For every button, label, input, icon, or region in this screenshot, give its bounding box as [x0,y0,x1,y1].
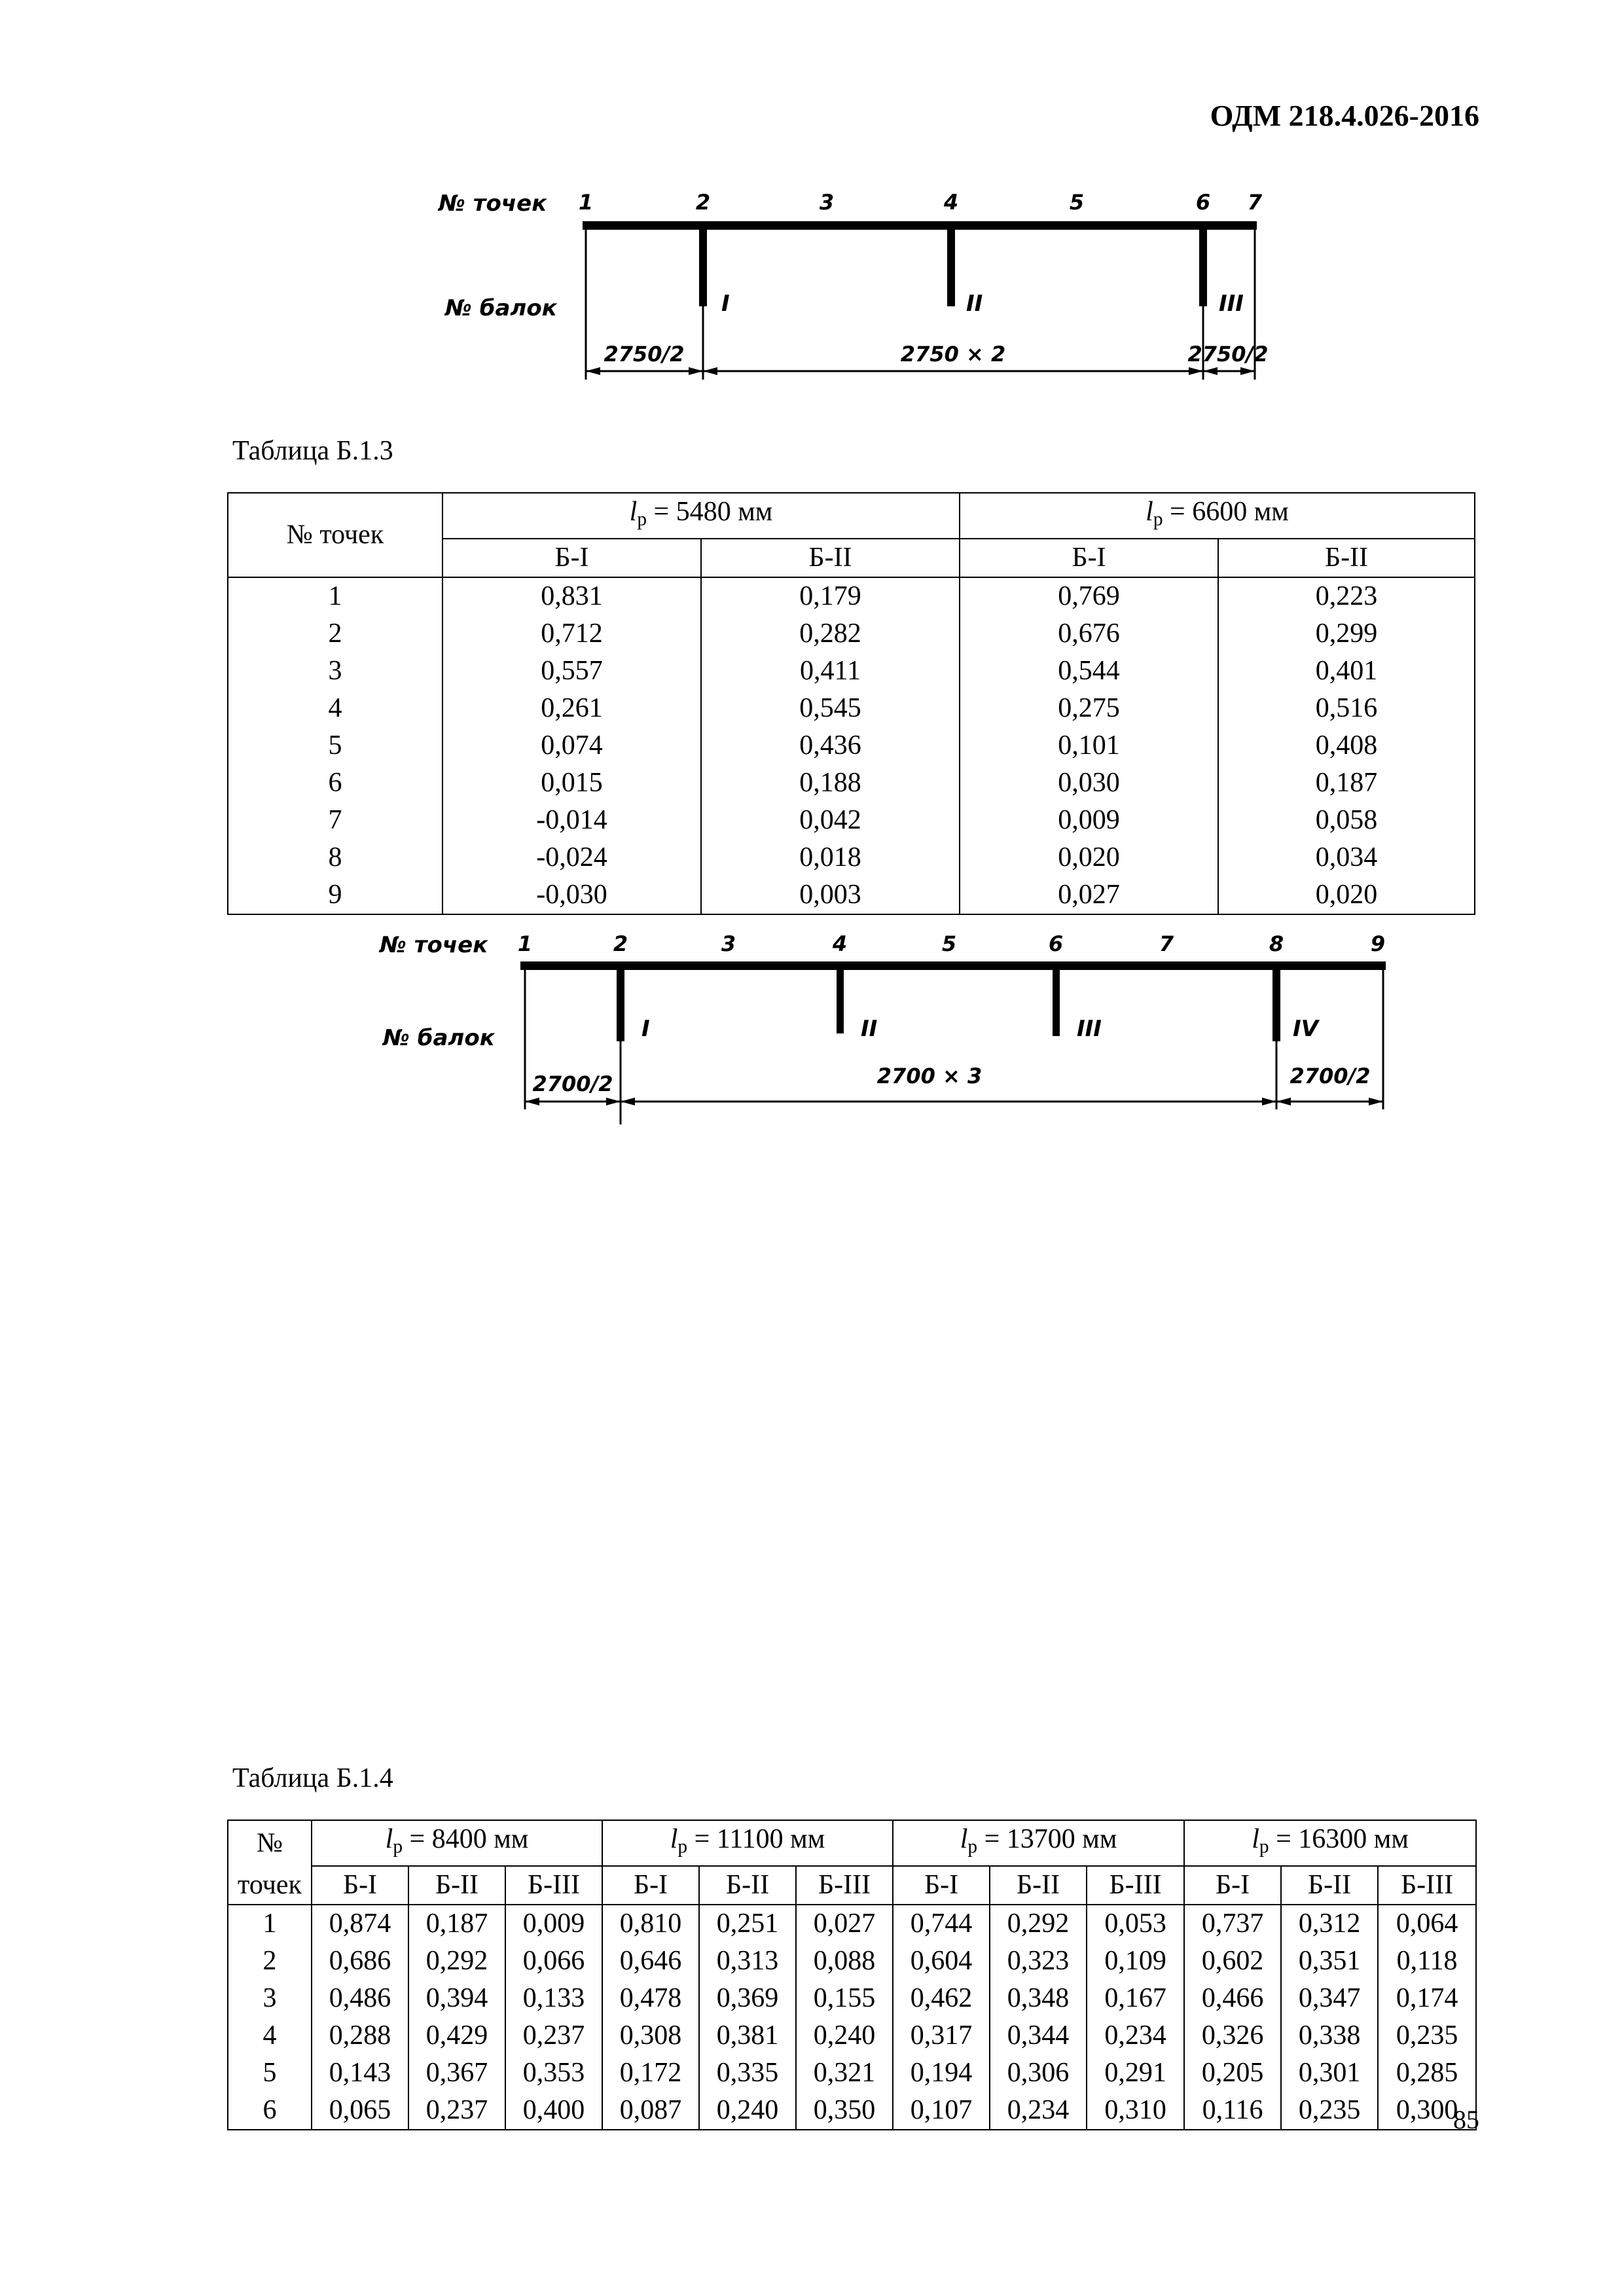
coefficient-cell: 0,557 [442,653,701,690]
beam-3-stem [1053,963,1060,1036]
coefficient-cell: 0,109 [1087,1943,1184,1980]
beam-diagram-1-svg [439,183,1355,386]
coefficient-cell: 0,030 [960,764,1218,802]
point-number-cell: 5 [228,727,442,764]
coefficient-cell: 0,347 [1281,1980,1378,2017]
point-number-cell: 4 [228,690,442,727]
table-b14-row [228,2092,1476,2130]
point-label-7: 7 [1159,931,1174,956]
coefficient-cell: 0,116 [1184,2092,1281,2130]
beam-label-1: I [721,291,730,317]
table-b14-subheader: Б-I [312,1866,408,1905]
beams-label: № балок [445,295,557,321]
coefficient-cell: 0,187 [408,1905,505,1943]
coefficient-cell: 0,009 [960,802,1218,839]
coefficient-cell: 0,769 [960,577,1218,615]
coefficient-cell: 0,251 [699,1905,796,1943]
beam-label-4: IV [1293,1016,1318,1042]
coefficient-cell: 0,381 [699,2017,796,2054]
table-b14-subheader: Б-II [699,1866,796,1905]
coefficient-cell: 0,367 [408,2054,505,2092]
point-label-2: 2 [695,190,711,215]
coefficient-cell: 0,321 [796,2054,893,2092]
table-b14-col-header-line2: точек [228,1866,312,1905]
coefficient-cell: 0,646 [602,1943,699,1980]
coefficient-cell: 0,020 [960,839,1218,876]
point-number-cell: 3 [228,653,442,690]
coefficient-cell: -0,014 [442,802,701,839]
coefficient-cell: 0,261 [442,690,701,727]
beam-label-3: III [1077,1016,1102,1042]
beam-2-stem [837,963,844,1033]
coefficient-cell: 0,338 [1281,2017,1378,2054]
coefficient-cell: 0,686 [312,1943,408,1980]
table-b14-group-3: $l_р = 16300$ мм [1184,1820,1476,1866]
beam-1-stem [617,963,624,1041]
coefficient-cell: 0,810 [602,1905,699,1943]
table-b13-row [228,577,1475,615]
point-number-cell: 1 [228,577,442,615]
table-b14-row [228,2054,1476,2092]
coefficient-cell: 0,285 [1378,2054,1476,2092]
dim-label-left: 2700/2 [532,1071,613,1096]
coefficient-cell: 0,240 [796,2017,893,2054]
coefficient-cell: 0,288 [312,2017,408,2054]
beam-label-3: III [1219,291,1244,317]
deck-line [520,961,1386,970]
table-b13-group-0: $l_р = 5480$ мм [442,493,960,539]
coefficient-cell: 0,188 [701,764,960,802]
page-number: 85 [1453,2105,1479,2134]
coefficient-cell: 0,478 [602,1980,699,2017]
beam-1-stem [699,223,707,306]
coefficient-cell: 0,516 [1218,690,1475,727]
beam-label-2: II [966,291,983,317]
table-b13-row [228,727,1475,764]
coefficient-cell: 0,034 [1218,839,1475,876]
coefficient-cell: 0,350 [796,2092,893,2130]
point-label-1: 1 [578,190,594,215]
coefficient-cell: 0,348 [990,1980,1087,2017]
point-number-cell: 8 [228,839,442,876]
beam-label-2: II [861,1016,878,1042]
coefficient-cell: 0,462 [893,1980,990,2017]
points-label: № точек [439,190,547,217]
coefficient-cell: 0,312 [1281,1905,1378,1943]
point-label-1: 1 [517,931,533,956]
table-b14-col-header-line1: № [228,1820,312,1866]
point-label-6: 6 [1195,190,1211,215]
coefficient-cell: 0,027 [960,876,1218,914]
coefficient-cell: 0,223 [1218,577,1475,615]
coefficient-cell: 0,118 [1378,1943,1476,1980]
point-label-4: 4 [943,190,959,215]
table-b14-row [228,1943,1476,1980]
coefficient-cell: 0,353 [505,2054,602,2092]
point-label-3: 3 [819,190,835,215]
coefficient-cell: 0,335 [699,2054,796,2092]
coefficient-cell: 0,053 [1087,1905,1184,1943]
coefficient-cell: 0,300 [1378,2092,1476,2130]
coefficient-cell: 0,306 [990,2054,1087,2092]
coefficient-cell: 0,187 [1218,764,1475,802]
point-label-5: 5 [1069,190,1085,215]
coefficient-cell: 0,604 [893,1943,990,1980]
table-b13-subheader: Б-II [701,539,960,577]
coefficient-cell: 0,874 [312,1905,408,1943]
table-b14 [227,1820,1477,2130]
beam-diagram-2-svg [380,926,1401,1129]
coefficient-cell: 0,291 [1087,2054,1184,2092]
table-b14-subheader: Б-III [1378,1866,1476,1905]
coefficient-cell: 0,155 [796,1980,893,2017]
table-b14-subheader: Б-II [990,1866,1087,1905]
table-b14-row [228,2017,1476,2054]
coefficient-cell: 0,369 [699,1980,796,2017]
point-number-cell: 6 [228,2092,312,2130]
coefficient-cell: 0,292 [990,1905,1087,1943]
coefficient-cell: 0,143 [312,2054,408,2092]
coefficient-cell: 0,074 [442,727,701,764]
point-number-cell: 7 [228,802,442,839]
coefficient-cell: 0,344 [990,2017,1087,2054]
coefficient-cell: -0,030 [442,876,701,914]
coefficient-cell: 0,744 [893,1905,990,1943]
table-b14-group-1: $l_р = 11100$ мм [602,1820,893,1866]
deck-line [583,221,1257,230]
table-b14-subheader: Б-I [893,1866,990,1905]
table-b14-subheader: Б-II [408,1866,505,1905]
coefficient-cell: -0,024 [442,839,701,876]
point-number-cell: 4 [228,2017,312,2054]
coefficient-cell: 0,101 [960,727,1218,764]
coefficient-cell: 0,066 [505,1943,602,1980]
coefficient-cell: 0,009 [505,1905,602,1943]
coefficient-cell: 0,436 [701,727,960,764]
table-b14-subheader: Б-II [1281,1866,1378,1905]
point-number-cell: 6 [228,764,442,802]
table-b14-subheader: Б-III [796,1866,893,1905]
coefficient-cell: 0,235 [1378,2017,1476,2054]
coefficient-cell: 0,545 [701,690,960,727]
coefficient-cell: 0,179 [701,577,960,615]
point-number-cell: 9 [228,876,442,914]
coefficient-cell: 0,394 [408,1980,505,2017]
table-b13-row [228,876,1475,914]
coefficient-cell: 0,351 [1281,1943,1378,1980]
point-number-cell: 3 [228,1980,312,2017]
point-label-6: 6 [1048,931,1064,956]
dim-label-left: 2750/2 [604,342,685,367]
point-label-4: 4 [832,931,848,956]
coefficient-cell: 0,088 [796,1943,893,1980]
coefficient-cell: 0,237 [408,2092,505,2130]
dim-label-right: 2750/2 [1187,342,1269,367]
table-b14-group-2: $l_р = 13700$ мм [893,1820,1184,1866]
beam-2-stem [947,223,955,306]
table-b14-subheader: Б-III [505,1866,602,1905]
coefficient-cell: 0,308 [602,2017,699,2054]
coefficient-cell: 0,602 [1184,1943,1281,1980]
point-label-9: 9 [1370,931,1386,956]
table-b14-row [228,1980,1476,2017]
dim-label-middle: 2700 × 3 [876,1064,983,1088]
points-label: № точек [380,932,488,958]
table-b13-row [228,690,1475,727]
table-b13 [227,492,1475,915]
coefficient-cell: 0,194 [893,2054,990,2092]
coefficient-cell: 0,174 [1378,1980,1476,2017]
beams-label: № балок [383,1025,495,1051]
coefficient-cell: 0,020 [1218,876,1475,914]
coefficient-cell: 0,326 [1184,2017,1281,2054]
point-number-cell: 1 [228,1905,312,1943]
coefficient-cell: 0,466 [1184,1980,1281,2017]
table-b13-subheader: Б-I [442,539,701,577]
table-b13-group-1: $l_р = 6600$ мм [960,493,1475,539]
beam-4-stem [1272,963,1280,1041]
coefficient-cell: 0,234 [990,2092,1087,2130]
coefficient-cell: 0,234 [1087,2017,1184,2054]
table-b13-row [228,653,1475,690]
coefficient-cell: 0,015 [442,764,701,802]
coefficient-cell: 0,411 [701,653,960,690]
coefficient-cell: 0,400 [505,2092,602,2130]
table-b13-row [228,839,1475,876]
table-b14-caption: Таблица Б.1.4 [232,1763,393,1793]
coefficient-cell: 0,317 [893,2017,990,2054]
coefficient-cell: 0,240 [699,2092,796,2130]
table-b13-col-header: № точек [228,493,442,577]
coefficient-cell: 0,087 [602,2092,699,2130]
coefficient-cell: 0,831 [442,577,701,615]
coefficient-cell: 0,323 [990,1943,1087,1980]
coefficient-cell: 0,018 [701,839,960,876]
coefficient-cell: 0,313 [699,1943,796,1980]
coefficient-cell: 0,064 [1378,1905,1476,1943]
coefficient-cell: 0,282 [701,615,960,653]
table-b13-row [228,802,1475,839]
point-label-8: 8 [1269,931,1284,956]
beam-diagram-1 [439,183,1355,386]
coefficient-cell: 0,737 [1184,1905,1281,1943]
table-b13-subheader: Б-II [1218,539,1475,577]
point-number-cell: 5 [228,2054,312,2092]
coefficient-cell: 0,167 [1087,1980,1184,2017]
point-label-5: 5 [941,931,957,956]
beam-diagram-2 [380,926,1401,1129]
point-label-7: 7 [1247,190,1263,215]
coefficient-cell: 0,486 [312,1980,408,2017]
coefficient-cell: 0,058 [1218,802,1475,839]
point-label-3: 3 [721,931,736,956]
coefficient-cell: 0,310 [1087,2092,1184,2130]
point-label-2: 2 [613,931,628,956]
coefficient-cell: 0,107 [893,2092,990,2130]
coefficient-cell: 0,408 [1218,727,1475,764]
beam-label-1: I [641,1016,650,1042]
beam-3-stem [1199,223,1207,306]
coefficient-cell: 0,027 [796,1905,893,1943]
table-b13-row [228,615,1475,653]
coefficient-cell: 0,042 [701,802,960,839]
coefficient-cell: 0,172 [602,2054,699,2092]
coefficient-cell: 0,205 [1184,2054,1281,2092]
coefficient-cell: 0,235 [1281,2092,1378,2130]
coefficient-cell: 0,301 [1281,2054,1378,2092]
coefficient-cell: 0,292 [408,1943,505,1980]
coefficient-cell: 0,275 [960,690,1218,727]
coefficient-cell: 0,003 [701,876,960,914]
coefficient-cell: 0,299 [1218,615,1475,653]
point-number-cell: 2 [228,1943,312,1980]
coefficient-cell: 0,712 [442,615,701,653]
coefficient-cell: 0,401 [1218,653,1475,690]
table-b14-subheader: Б-III [1087,1866,1184,1905]
coefficient-cell: 0,544 [960,653,1218,690]
coefficient-cell: 0,133 [505,1980,602,2017]
point-number-cell: 2 [228,615,442,653]
dim-label-middle: 2750 × 2 [900,342,1006,367]
table-b13-row [228,764,1475,802]
table-b13-subheader: Б-I [960,539,1218,577]
coefficient-cell: 0,676 [960,615,1218,653]
coefficient-cell: 0,065 [312,2092,408,2130]
coefficient-cell: 0,429 [408,2017,505,2054]
coefficient-cell: 0,237 [505,2017,602,2054]
table-b14-subheader: Б-I [602,1866,699,1905]
dim-label-right: 2700/2 [1290,1064,1371,1088]
table-b14-row [228,1905,1476,1943]
table-b14-subheader: Б-I [1184,1866,1281,1905]
document-code: ОДМ 218.4.026-2016 [1210,99,1479,132]
table-b14-group-0: $l_р = 8400$ мм [312,1820,602,1866]
table-b13-caption: Таблица Б.1.3 [232,436,393,466]
